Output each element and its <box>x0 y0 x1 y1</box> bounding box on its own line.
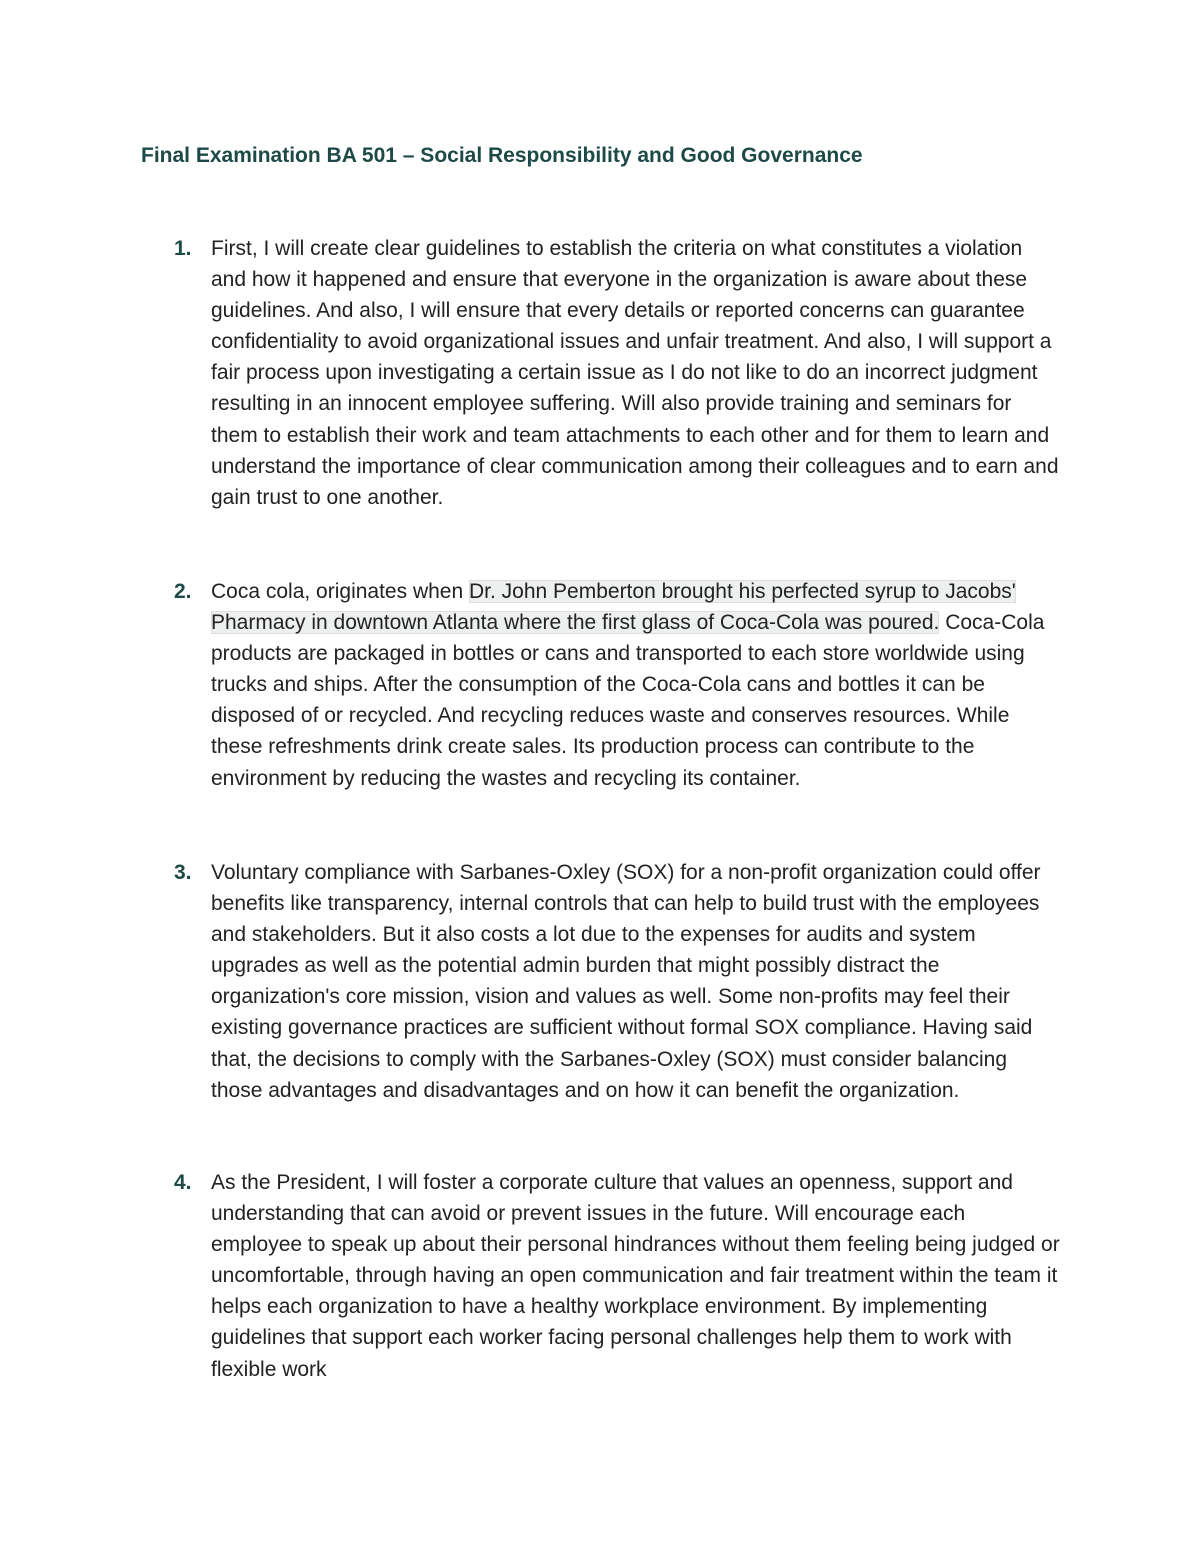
answer-number: 2. <box>174 580 192 603</box>
answer-text-continuation: Coca-Cola products are packaged in bottles or cans and transported to each store worldwide using trucks and ships. After the consumption of the Coca-Cola cans and bottles it can be disposed of or recycled. And recycling reduces waste and conserves resources. While these refreshments drink create sales. Its production process can contribute to the environment by reducing the wastes and recycling its container. <box>211 611 1045 790</box>
answer-text: As the President, I will foster a corporate culture that values an openness, support and understanding that can avoid or prevent issues in the future. Will encourage each employee to speak up about their personal hindrances without them feeling being judged or uncomfortable, through having an open communication and fair treatment within the team it helps each organization to have a healthy workplace environment. By implementing guidelines that support each worker facing personal challenges help them to work with flexible work <box>211 1171 1060 1381</box>
answer-number: 4. <box>174 1171 192 1194</box>
answer-text: Voluntary compliance with Sarbanes-Oxley (SOX) for a non-profit organization could offer benefits like transparency, internal controls that can help to build trust with the employees and stakeholders. But it also costs a lot due to the expenses for audits and system upgrades as well as the potential admin burden that might possibly distract the organization's core mission, vision and values as well. Some non-profits may feel their existing governance practices are sufficient without formal SOX compliance. Having said that, the decisions to comply with the Sarbanes-Oxley (SOX) must consider balancing those advantages and disadvantages and on how it can benefit the organization. <box>211 861 1041 1102</box>
document-title: Final Examination BA 501 – Social Responsibility and Good Governance <box>141 144 863 167</box>
answer-text <box>211 576 1061 794</box>
highlighted-text: Dr. John Pemberton brought his perfected syrup to Jacobs' Pharmacy in downtown Atlanta where the first glass of Coca-Cola was poured. <box>211 580 1016 635</box>
answer-number: 1. <box>174 237 192 260</box>
answer-text: First, I will create clear guidelines to establish the criteria on what constitutes a violation and how it happened and ensure that everyone in the organization is aware about these guidelines. And also, I will ensure that every details or reported concerns can guarantee confidentiality to avoid organizational issues and unfair treatment. And also, I will support a fair process upon investigating a certain issue as I do not like to do an incorrect judgment resulting in an innocent employee suffering. Will also provide training and seminars for them to establish their work and team attachments to each other and for them to learn and understand the importance of clear communication among their colleagues and to earn and gain trust to one another. <box>211 237 1059 509</box>
answer-text-intro: Coca cola, originates when <box>211 580 469 603</box>
answer-number: 3. <box>174 861 192 884</box>
